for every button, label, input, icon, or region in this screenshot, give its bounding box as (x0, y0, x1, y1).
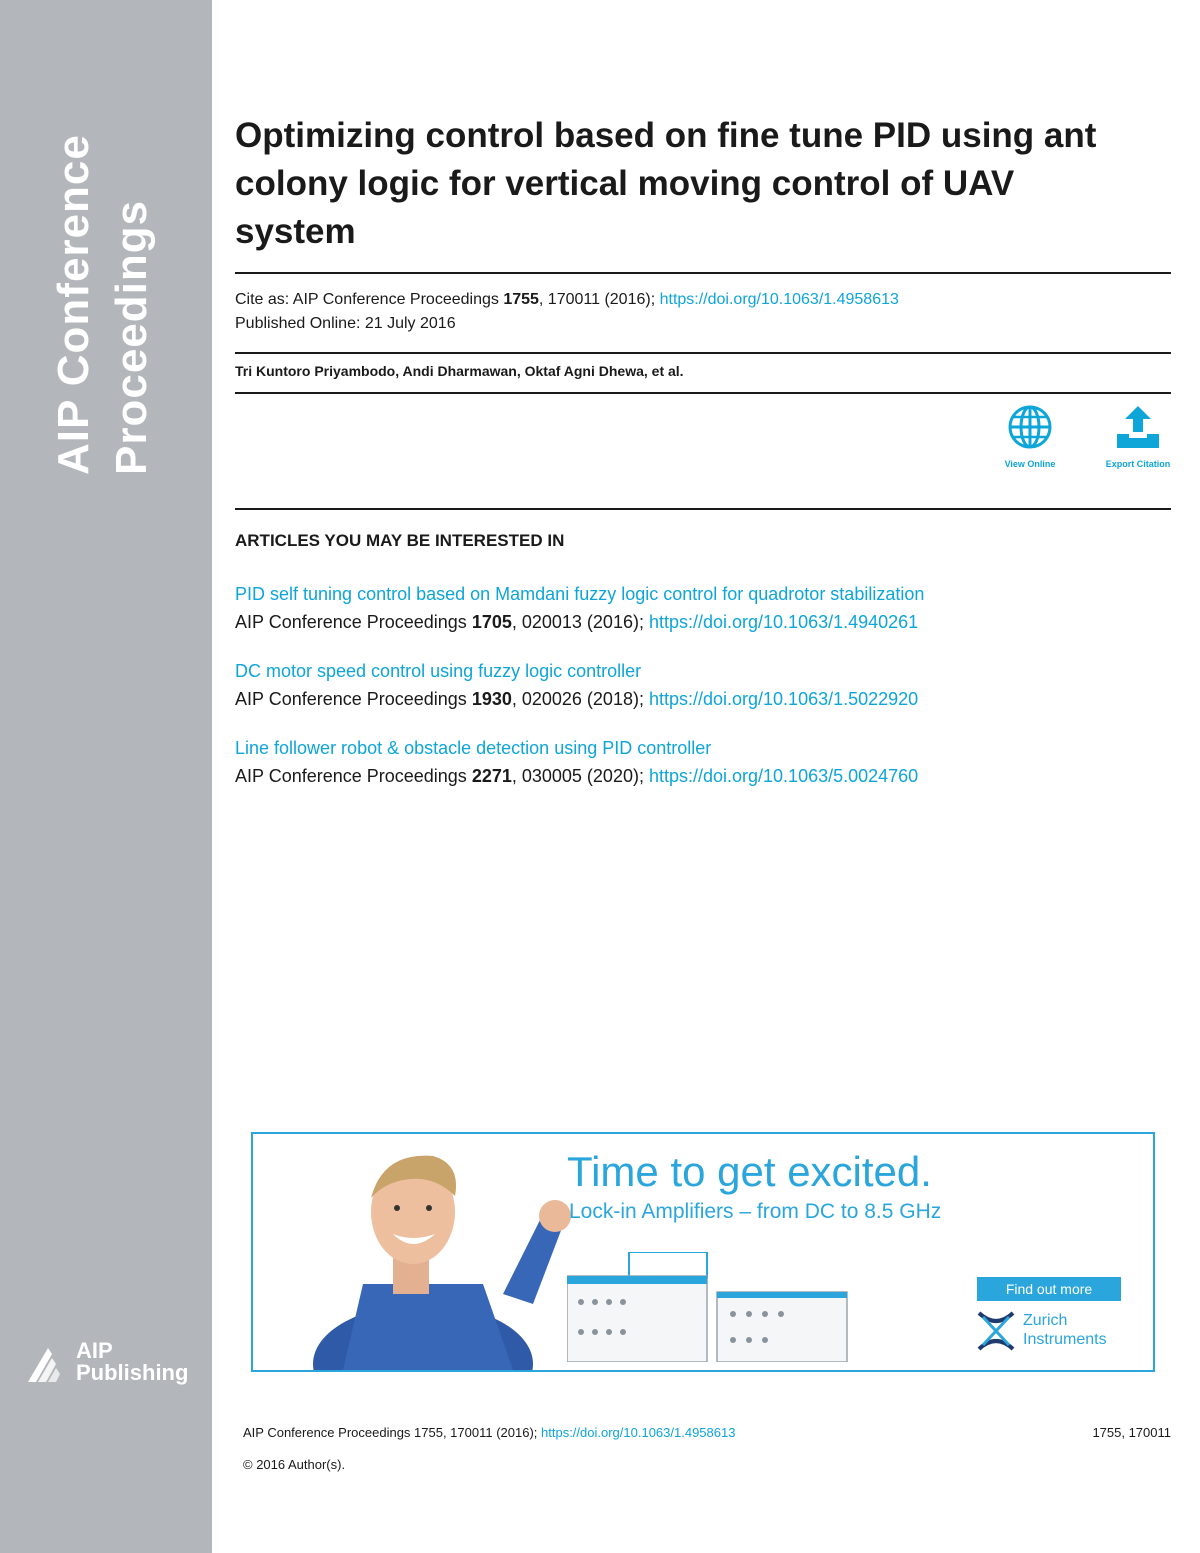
export-icon (1113, 404, 1163, 450)
find-out-more-button[interactable]: Find out more (977, 1277, 1121, 1301)
published-date: Published Online: 21 July 2016 (235, 315, 456, 332)
publisher-line1: AIP (76, 1338, 113, 1363)
article-title: Optimizing control based on fine tune PID using ant colony logic for vertical moving control of UAV system (235, 116, 1097, 251)
divider (235, 392, 1171, 394)
cite-rest: , 170011 (2016); (538, 291, 660, 308)
footer-citation-text: AIP Conference Proceedings 1755, 170011 (2016); (243, 1425, 542, 1440)
zurich-instruments-logo (977, 1309, 1147, 1359)
related-article-ref (235, 685, 1171, 713)
related-article-doi-link[interactable]: https://doi.org/10.1063/1.4940261 (648, 612, 919, 632)
related-article-title-link[interactable]: Line follower robot & obstacle detection using PID controller (235, 738, 712, 758)
journal-name (18, 80, 168, 480)
publisher-line2: Publishing (76, 1360, 189, 1385)
citation-block (235, 288, 899, 336)
cite-volume: 1755 (503, 291, 539, 308)
related-article (235, 580, 1171, 636)
aip-logo-icon (26, 1344, 70, 1384)
export-citation-label: Export Citation (1105, 459, 1171, 469)
ref-prefix: AIP Conference Proceedings (235, 689, 472, 709)
divider (235, 508, 1171, 510)
cite-line (235, 288, 899, 312)
related-article-ref (235, 608, 1171, 636)
export-citation-button[interactable] (1098, 404, 1178, 469)
footer-doi-link[interactable]: https://doi.org/10.1063/1.4958613 (541, 1425, 736, 1440)
aip-publishing-logo[interactable] (26, 1340, 206, 1390)
related-article (235, 734, 1171, 790)
ref-rest: , 020026 (2018); (511, 689, 649, 709)
journal-name-line2: Proceedings (107, 199, 156, 475)
ref-volume: 2271 (471, 766, 512, 786)
ad-headline: Time to get excited. (567, 1148, 932, 1195)
related-article-title-link[interactable]: PID self tuning control based on Mamdani fuzzy logic control for quadrotor stabilization (235, 584, 925, 604)
related-article-ref (235, 762, 1171, 790)
related-article (235, 657, 1171, 713)
footer-copyright: © 2016 Author(s). (243, 1457, 346, 1472)
lock-in-amplifier-instruments-image (567, 1252, 857, 1362)
zurich-x-icon (977, 1311, 1015, 1351)
related-article-doi-link[interactable]: https://doi.org/10.1063/5.0024760 (648, 766, 919, 786)
article-doi-link[interactable]: https://doi.org/10.1063/1.4958613 (659, 291, 899, 308)
advertisement-banner[interactable] (251, 1132, 1155, 1372)
ref-prefix: AIP Conference Proceedings (235, 766, 472, 786)
view-online-label: View Online (1004, 459, 1056, 469)
ref-volume: 1930 (471, 689, 512, 709)
ad-subline: Lock-in Amplifiers – from DC to 8.5 GHz (569, 1200, 942, 1223)
cite-prefix: Cite as: AIP Conference Proceedings (235, 291, 504, 308)
publisher-name (76, 1340, 188, 1384)
related-article-doi-link[interactable]: https://doi.org/10.1063/1.5022920 (648, 689, 919, 709)
footer-citation (243, 1425, 735, 1440)
journal-name-line1: AIP Conference (49, 134, 98, 475)
author-list[interactable]: Tri Kuntoro Priyambodo, Andi Dharmawan, Oktaf Agni Dhewa, et al. (235, 363, 684, 379)
divider (235, 272, 1171, 274)
ref-volume: 1705 (471, 612, 512, 632)
related-articles-heading: ARTICLES YOU MAY BE INTERESTED IN (235, 531, 565, 550)
ref-rest: , 020013 (2016); (511, 612, 649, 632)
related-article-title-link[interactable]: DC motor speed control using fuzzy logic controller (235, 661, 642, 681)
journal-sidebar (0, 0, 212, 1553)
ref-rest: , 030005 (2020); (511, 766, 649, 786)
excited-person-image (283, 1134, 583, 1370)
zurich-brand-line1: Zurich (1023, 1312, 1068, 1329)
view-online-button[interactable] (990, 404, 1070, 469)
zurich-brand-line2: Instruments (1023, 1331, 1107, 1348)
zurich-brand-text (1023, 1311, 1107, 1349)
globe-icon (1007, 404, 1053, 450)
footer-page-number: 1755, 170011 (1092, 1425, 1171, 1440)
ref-prefix: AIP Conference Proceedings (235, 612, 472, 632)
divider (235, 352, 1171, 354)
